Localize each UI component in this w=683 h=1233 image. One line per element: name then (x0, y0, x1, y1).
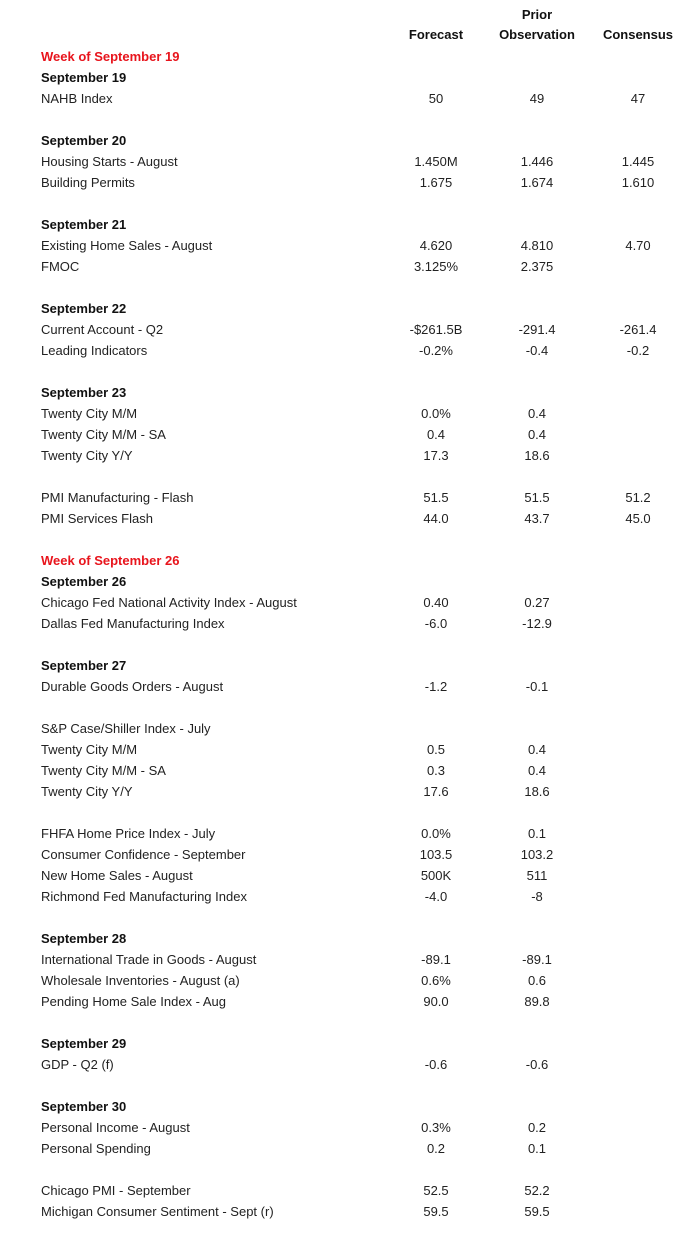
consensus-value: -0.2 (626, 343, 650, 358)
consensus-value: 47 (630, 91, 646, 106)
indicator-label: Pending Home Sale Index - Aug (41, 994, 227, 1009)
indicator-label: Durable Goods Orders - August (41, 679, 224, 694)
forecast-value: 90.0 (423, 994, 449, 1009)
prior-value: -0.6 (525, 1057, 549, 1072)
forecast-value: 51.5 (423, 490, 449, 505)
indicator-label: International Trade in Goods - August (41, 952, 257, 967)
indicator-label: Twenty City M/M - SA (41, 427, 166, 442)
prior-value: 511 (526, 868, 548, 883)
header-prior-line1: Prior (521, 7, 553, 22)
consensus-value: 45.0 (625, 511, 651, 526)
table-row (0, 1180, 683, 1201)
indicator-label: Personal Income - August (41, 1120, 190, 1135)
forecast-value: -0.6 (424, 1057, 448, 1072)
table-row (0, 781, 683, 802)
table-row (0, 487, 683, 508)
week-heading (0, 46, 683, 67)
table-row (0, 319, 683, 340)
prior-value: 52.2 (524, 1183, 550, 1198)
prior-value: 49 (529, 91, 545, 106)
forecast-value: 0.0% (421, 826, 451, 841)
spacer (0, 802, 683, 823)
prior-value: -0.1 (525, 679, 549, 694)
spacer (0, 466, 683, 487)
table-row (0, 676, 683, 697)
date-heading (0, 382, 683, 403)
table-row (0, 508, 683, 529)
forecast-value: 0.2 (426, 1141, 446, 1156)
header-forecast: Forecast (408, 27, 464, 42)
header-prior-line2: Observation (499, 27, 575, 42)
spacer (0, 634, 683, 655)
week-label: Week of September 26 (41, 553, 180, 568)
forecast-value: -4.0 (424, 889, 448, 904)
table-row (0, 592, 683, 613)
table-row (0, 718, 683, 739)
forecast-value: -$261.5B (409, 322, 463, 337)
prior-value: -12.9 (522, 616, 552, 631)
prior-value: 89.8 (524, 994, 550, 1009)
date-label: September 27 (41, 658, 127, 673)
week-label: Week of September 19 (41, 49, 180, 64)
prior-value: 0.1 (527, 826, 547, 841)
date-heading (0, 1096, 683, 1117)
date-label: September 28 (41, 931, 127, 946)
prior-value: 0.1 (527, 1141, 547, 1156)
prior-value: 51.5 (524, 490, 550, 505)
forecast-value: 44.0 (423, 511, 449, 526)
calendar-table (0, 46, 683, 1222)
table-row (0, 739, 683, 760)
forecast-value: 50 (428, 91, 444, 106)
forecast-value: -6.0 (424, 616, 448, 631)
consensus-value: 1.610 (621, 175, 655, 190)
date-label: September 26 (41, 574, 127, 589)
date-label: September 23 (41, 385, 127, 400)
forecast-value: 103.5 (419, 847, 453, 862)
indicator-label: NAHB Index (41, 91, 113, 106)
spacer (0, 1159, 683, 1180)
table-row (0, 403, 683, 424)
week-heading (0, 550, 683, 571)
forecast-value: 0.4 (426, 427, 446, 442)
forecast-value: 0.0% (421, 406, 451, 421)
date-heading (0, 130, 683, 151)
table-row (0, 172, 683, 193)
date-heading (0, 67, 683, 88)
indicator-label: PMI Services Flash (41, 511, 153, 526)
indicator-label: Twenty City M/M (41, 742, 138, 757)
table-row (0, 88, 683, 109)
prior-value: 0.4 (527, 742, 547, 757)
forecast-value: -89.1 (421, 952, 451, 967)
forecast-value: 0.3 (426, 763, 446, 778)
forecast-value: 0.3% (421, 1120, 451, 1135)
prior-value: 103.2 (520, 847, 554, 862)
forecast-value: 500K (420, 868, 452, 883)
consensus-value: 1.445 (621, 154, 655, 169)
prior-value: 0.27 (524, 595, 550, 610)
prior-value: 4.810 (520, 238, 554, 253)
spacer (0, 109, 683, 130)
date-heading (0, 928, 683, 949)
table-row (0, 445, 683, 466)
indicator-label: Richmond Fed Manufacturing Index (41, 889, 247, 904)
date-label: September 21 (41, 217, 127, 232)
date-heading (0, 571, 683, 592)
table-row (0, 1117, 683, 1138)
prior-value: -291.4 (518, 322, 556, 337)
table-row (0, 340, 683, 361)
indicator-label: Personal Spending (41, 1141, 151, 1156)
table-row (0, 151, 683, 172)
prior-value: 0.4 (527, 427, 547, 442)
spacer (0, 529, 683, 550)
prior-value: 0.4 (527, 763, 547, 778)
table-row (0, 613, 683, 634)
indicator-label: Twenty City M/M (41, 406, 138, 421)
prior-value: -0.4 (525, 343, 549, 358)
date-heading (0, 214, 683, 235)
indicator-label: FMOC (41, 259, 80, 274)
indicator-label: Twenty City M/M - SA (41, 763, 166, 778)
header-consensus: Consensus (602, 27, 674, 42)
table-row (0, 886, 683, 907)
date-heading (0, 655, 683, 676)
table-row (0, 949, 683, 970)
consensus-value: 4.70 (625, 238, 651, 253)
indicator-label: Twenty City Y/Y (41, 448, 133, 463)
table-row (0, 235, 683, 256)
forecast-value: 1.450M (414, 154, 458, 169)
table-row (0, 844, 683, 865)
date-label: September 22 (41, 301, 127, 316)
forecast-value: 3.125% (413, 259, 459, 274)
indicator-label: Twenty City Y/Y (41, 784, 133, 799)
spacer (0, 907, 683, 928)
spacer (0, 1012, 683, 1033)
table-row (0, 1138, 683, 1159)
forecast-value: 0.5 (426, 742, 446, 757)
table-row (0, 760, 683, 781)
indicator-label: Leading Indicators (41, 343, 148, 358)
indicator-label: Dallas Fed Manufacturing Index (41, 616, 225, 631)
spacer (0, 277, 683, 298)
date-label: September 29 (41, 1036, 127, 1051)
indicator-label: Chicago PMI - September (41, 1183, 191, 1198)
consensus-value: 51.2 (625, 490, 651, 505)
spacer (0, 1075, 683, 1096)
prior-value: 2.375 (520, 259, 554, 274)
forecast-value: -0.2% (419, 343, 453, 358)
forecast-value: 4.620 (419, 238, 453, 253)
indicator-label: FHFA Home Price Index - July (41, 826, 216, 841)
forecast-value: 1.675 (419, 175, 453, 190)
indicator-label: Wholesale Inventories - August (a) (41, 973, 240, 988)
prior-value: 0.2 (527, 1120, 547, 1135)
forecast-value: 17.3 (423, 448, 449, 463)
table-row (0, 1201, 683, 1222)
forecast-value: 59.5 (423, 1204, 449, 1219)
prior-value: 1.446 (520, 154, 554, 169)
date-label: September 19 (41, 70, 127, 85)
table-row (0, 970, 683, 991)
spacer (0, 697, 683, 718)
indicator-label: Building Permits (41, 175, 135, 190)
prior-value: 1.674 (520, 175, 554, 190)
prior-value: 0.4 (527, 406, 547, 421)
prior-value: -89.1 (522, 952, 552, 967)
table-row (0, 991, 683, 1012)
table-row (0, 865, 683, 886)
date-label: September 30 (41, 1099, 127, 1114)
indicator-label: Housing Starts - August (41, 154, 178, 169)
prior-value: 0.6 (527, 973, 547, 988)
table-row (0, 256, 683, 277)
date-label: September 20 (41, 133, 127, 148)
table-row (0, 823, 683, 844)
indicator-label: New Home Sales - August (41, 868, 193, 883)
forecast-value: 0.40 (423, 595, 449, 610)
forecast-value: 17.6 (423, 784, 449, 799)
forecast-value: 52.5 (423, 1183, 449, 1198)
prior-value: 43.7 (524, 511, 550, 526)
table-row (0, 424, 683, 445)
prior-value: -8 (531, 889, 543, 904)
indicator-label: Current Account - Q2 (41, 322, 164, 337)
table-row (0, 1054, 683, 1075)
spacer (0, 361, 683, 382)
indicator-label: Existing Home Sales - August (41, 238, 213, 253)
forecast-value: 0.6% (421, 973, 451, 988)
prior-value: 18.6 (524, 448, 550, 463)
indicator-label: Chicago Fed National Activity Index - August (41, 595, 297, 610)
date-heading (0, 1033, 683, 1054)
consensus-value: -261.4 (619, 322, 657, 337)
indicator-label: S&P Case/Shiller Index - July (41, 721, 211, 736)
prior-value: 59.5 (524, 1204, 550, 1219)
spacer (0, 193, 683, 214)
date-heading (0, 298, 683, 319)
prior-value: 18.6 (524, 784, 550, 799)
forecast-value: -1.2 (424, 679, 448, 694)
indicator-label: Consumer Confidence - September (41, 847, 246, 862)
indicator-label: GDP - Q2 (f) (41, 1057, 114, 1072)
indicator-label: PMI Manufacturing - Flash (41, 490, 194, 505)
indicator-label: Michigan Consumer Sentiment - Sept (r) (41, 1204, 274, 1219)
